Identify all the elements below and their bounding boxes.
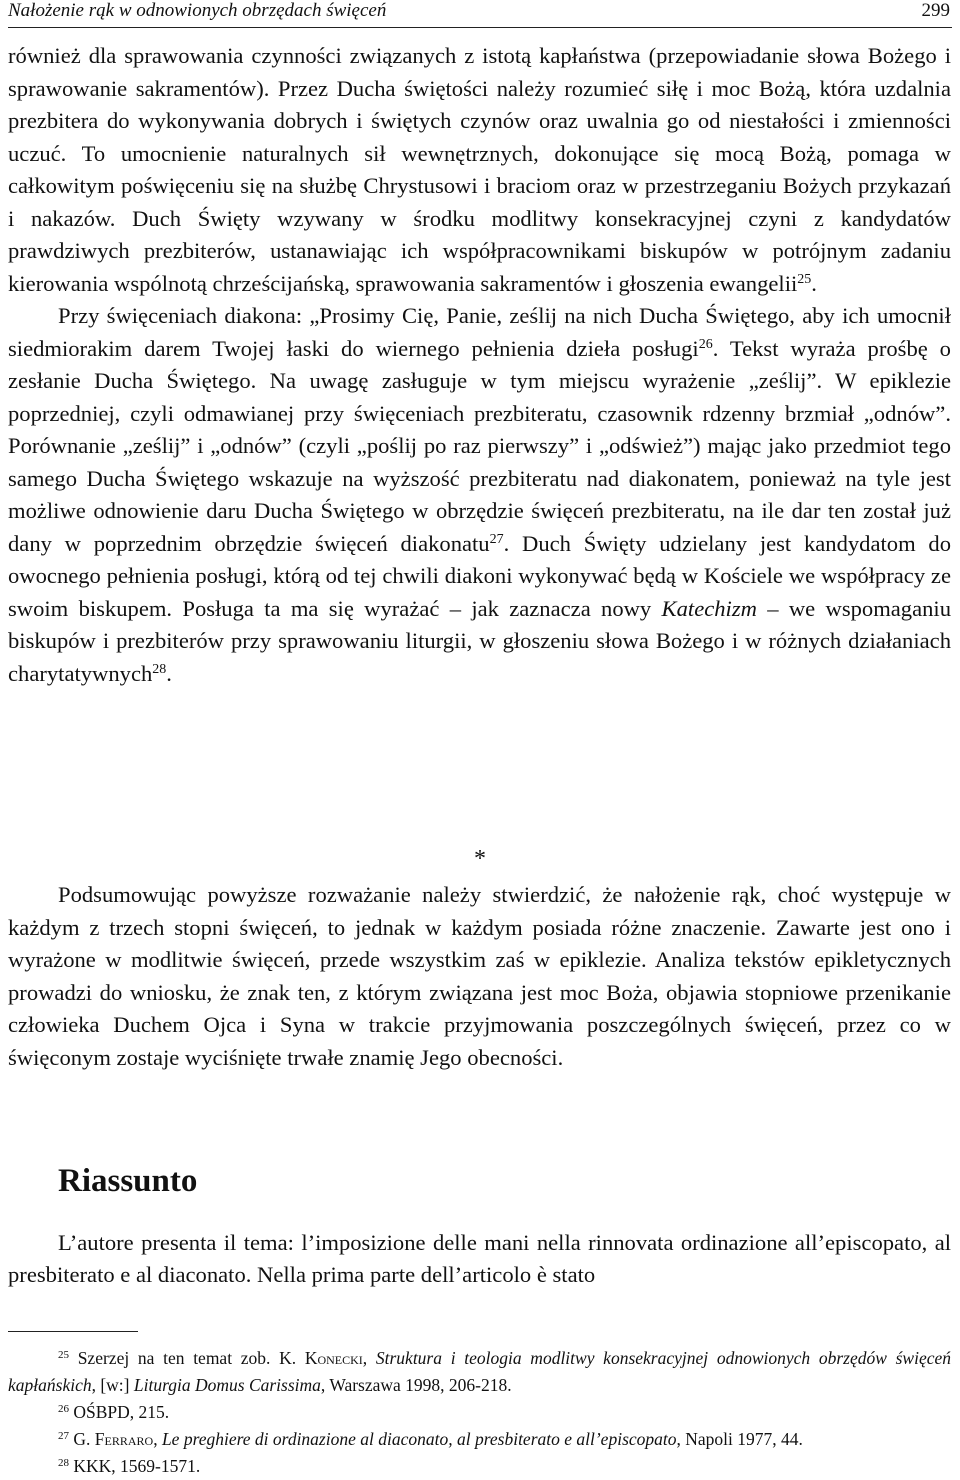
main-text	[8, 40, 951, 690]
footnote-text: ,	[153, 1429, 162, 1449]
footnote-title: Struktura i teologia modlitwy konsekracyjnej odnowionych obrzędów święceń kapłańskich	[8, 1348, 951, 1395]
paragraph-2-text-d: – we wspomaganiu biskupów i prezbiterów przy sprawowaniu liturgii, w głoszeniu słowa Bożego i w różnych działaniach charytatywnych	[8, 595, 951, 686]
paragraph-1	[8, 40, 951, 300]
footnote-25	[8, 1345, 951, 1399]
footnote-number: 28	[58, 1457, 69, 1469]
footnote-ref-26: 26	[698, 336, 713, 352]
footnote-author: Konecki	[304, 1348, 363, 1368]
footnote-number: 26	[58, 1403, 69, 1415]
footnote-title: Le preghiere di ordinazione al diaconato, al presbiterato e all’episcopato	[161, 1429, 677, 1449]
footnote-author: Ferraro	[94, 1429, 154, 1449]
riassunto-heading: Riassunto	[58, 1163, 198, 1199]
paragraph-2-text-a: Przy święceniach diakona: „Prosimy Cię, Panie, ześlij na nich Ducha Świętego, aby ich umocnił siedmiorakim darem Twojej łaski do wiernego pełnienia dzieła posługi	[8, 303, 951, 361]
paragraph-2	[8, 300, 951, 690]
header-rule	[8, 27, 952, 28]
paragraph-1-end: .	[811, 270, 817, 296]
summary-section	[8, 879, 951, 1074]
paragraph-1-text: również dla sprawowania czynności związanych z istotą kapłaństwa (przepowiadanie słowa Bożego i sprawowanie sakramentów). Przez Ducha świętości należy rozumieć siłę i moc Bożą, która uzdalnia prezbitera do wykonywania dobrych i świętych czynów oraz uwalnia go od niestałości i zmienności uczuć. To umocnienie naturalnych sił wewnętrznych, dokonujące się mocą Bożą, pomaga w całkowitym poświęceniu się na służbę Chrystusowi i braciom oraz w przestrzeganiu Bożych przykazań i nakazów. Duch Święty wzywany w środku modlitwy konsekracyjnej czyni z kandydatów prawdziwych prezbiterów, ustanawiając ich współpracownikami biskupów w potrójnym zadaniu kierowania wspólnotą chrześcijańską, sprawowania sakramentów i głoszenia ewangelii	[8, 43, 951, 296]
footnote-text: , Napoli 1977, 44.	[676, 1429, 803, 1449]
paragraph-2-text-c: . Duch Święty udzielany jest kandydatom do owocnego pełnienia posługi, którą od tej chwili diakoni wykonywać będą w Kościele we współpracy ze swoim biskupem. Posługa ta ma się wyrażać – jak zaznacza nowy	[8, 530, 951, 621]
summary-paragraph: Podsumowując powyższe rozważanie należy stwierdzić, że nałożenie rąk, choć występuje w każdym z trzech stopni święceń, to jednak w każdym posiada różne znaczenie. Zawarte jest ono i wyrażone w modlitwie święceń, przede wszystkim zaś w epiklezie. Analiza tekstów epikletycznych prowadzi do wniosku, że znak ten, z którym związana jest moc Boża, objawia stopniowe przenikanie człowieka Duchem Ojca i Syna w trakcie przyjmowania poszczególnych święceń, przez co w święconym zostaje wyciśnięte trwałe znamię Jego obecności.	[8, 882, 951, 1070]
footnote-26	[8, 1399, 951, 1426]
footnote-text: OŚBPD, 215.	[73, 1402, 170, 1422]
footnote-text: G.	[73, 1429, 95, 1449]
footnote-ref-25: 25	[797, 271, 812, 287]
paragraph-2-text-b: . Tekst wyraża prośbę o zesłanie Ducha Świętego. Na uwagę zasługuje w tym miejscu wyrażenie „ześlij”. W epiklezie poprzedniej, czyli odmawianej przy święceniach prezbiteratu, czasownik rdzenny brzmiał „odnów”. Porównanie „ześlij” i „odnów” (czyli „poślij po raz pierwszy” i „odśwież”) mając jako przedmiot tego samego Ducha Świętego wskazuje na wyższość prezbiteratu nad diakonatem, ponieważ na tyle jest możliwe odnowienie daru Ducha Świętego w obrzędzie święceń prezbiteratu, na ile dar ten został już dany w poprzednim obrzędzie święceń diakonatu	[8, 335, 951, 556]
footnote-ref-27: 27	[489, 531, 504, 547]
footnote-text: KKK, 1569-1571.	[73, 1456, 201, 1476]
running-header	[8, 0, 952, 30]
footnote-ref-28: 28	[152, 661, 167, 677]
footnote-rule	[8, 1331, 138, 1332]
footnote-number: 25	[58, 1349, 69, 1361]
footnotes	[8, 1345, 951, 1480]
riassunto-paragraph: L’autore presenta il tema: l’imposizione delle mani nella rinnovata ordinazione all’episcopato, al presbiterato e al diaconato. Nella prima parte dell’articolo è stato	[8, 1230, 951, 1287]
footnote-27	[8, 1426, 951, 1453]
katechizm-title: Katechizm	[661, 595, 757, 621]
riassunto-section	[8, 1227, 951, 1291]
footnote-text: , [w:]	[91, 1375, 134, 1395]
footnote-text: , Warszawa 1998, 206-218.	[320, 1375, 512, 1395]
section-separator: *	[474, 846, 486, 872]
footnote-text: Szerzej na ten temat zob. K.	[77, 1348, 305, 1368]
running-title: Nałożenie rąk w odnowionych obrzędach święceń	[8, 0, 387, 21]
page-number: 299	[921, 0, 950, 21]
footnote-title: Liturgia Domus Carissima	[133, 1375, 321, 1395]
footnote-text: ,	[362, 1348, 376, 1368]
paragraph-2-end: .	[166, 660, 172, 686]
footnote-number: 27	[58, 1430, 69, 1442]
